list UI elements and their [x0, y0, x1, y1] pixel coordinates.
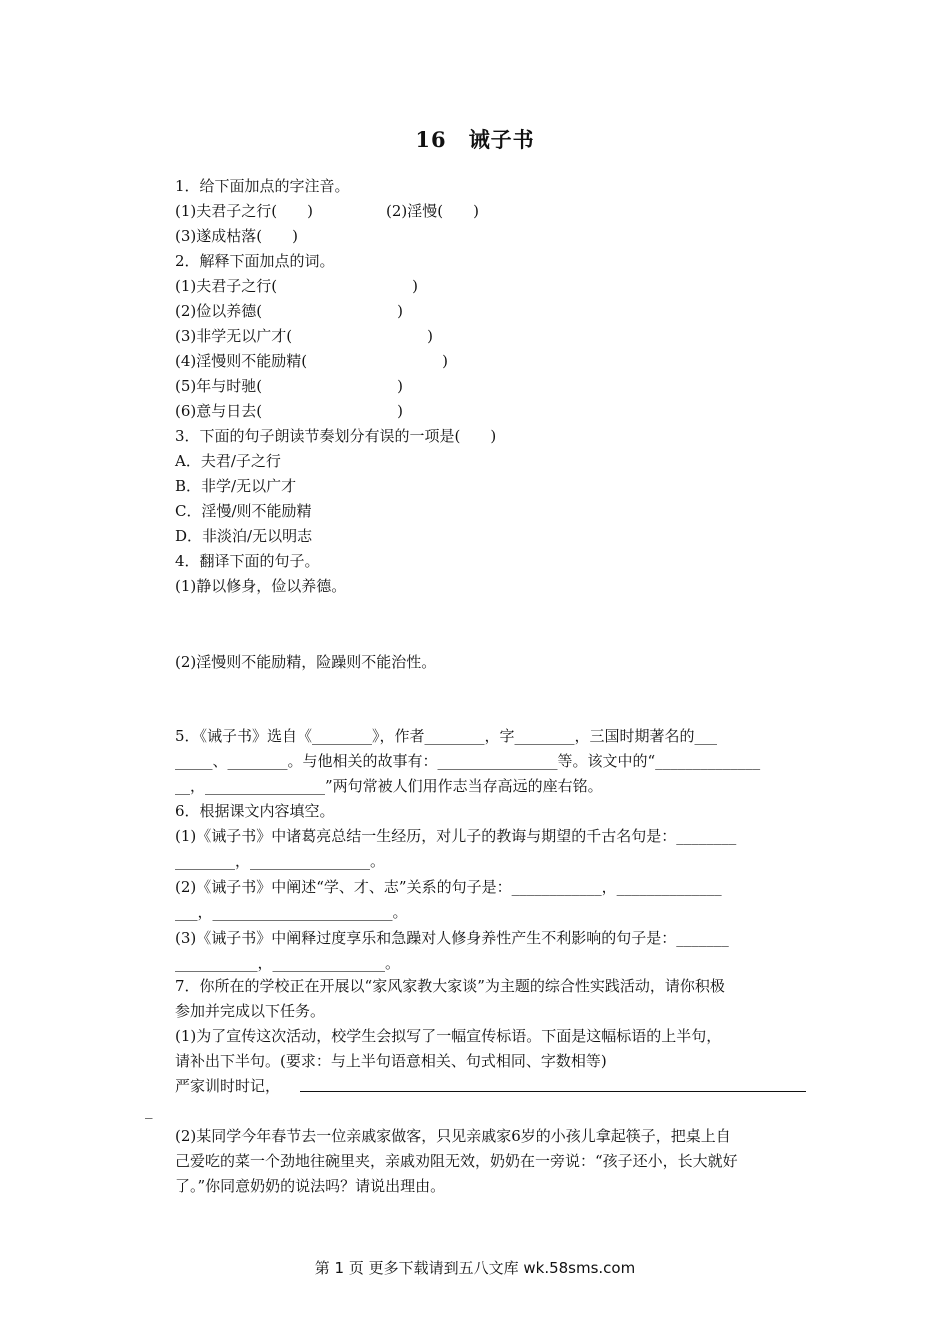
- q6-c-line-1: (3)《诫子书》中阐释过度享乐和急躁对人修身养性产生不利影响的句子是：_______: [175, 929, 729, 947]
- lesson-number: 16: [415, 127, 447, 152]
- q7-part1-prompt: 严家训时时记，: [175, 1077, 281, 1095]
- q7-part2-line-2: 己爱吃的菜一个劲地往碗里夹，亲戚劝阻无效，奶奶在一旁说：“孩子还小，长大就好: [175, 1152, 738, 1170]
- q2-item-1: (1)夫君子之行( ): [175, 277, 418, 295]
- q2-item-2: (2)俭以养德( ): [175, 302, 403, 320]
- q7-answer-line[interactable]: [300, 1090, 806, 1092]
- q2-stem: 2．解释下面加点的词。: [175, 252, 335, 270]
- q7-part1-line-1: (1)为了宣传这次活动，校学生会拟写了一幅宣传标语。下面是这幅标语的上半句，: [175, 1027, 722, 1045]
- q1-item-3: (3)遂成枯落( ): [175, 227, 298, 245]
- q3-option-c: C．淫慢/则不能励精: [175, 502, 312, 520]
- q6-b-line-2: ___，________________________。: [175, 903, 408, 921]
- q1-stem: 1．给下面加点的字注音。: [175, 177, 350, 195]
- q4-sentence-2: (2)淫慢则不能励精，险躁则不能治性。: [175, 653, 437, 671]
- page-footer: 第 1 页 更多下载请到五八文库 wk.58sms.com: [314, 1259, 636, 1277]
- q5-line-3: __，________________”两句常被人们用作志当存高远的座右铭。: [175, 777, 603, 795]
- q5-line-1: 5．《诫子书》选自《________》，作者________，字________，三国时期著名的___: [175, 727, 718, 745]
- q6-a-line-1: (1)《诫子书》中诸葛亮总结一生经历，对儿子的教诲与期望的千古名句是：________: [175, 827, 737, 845]
- q6-c-line-2: ___________，_______________。: [175, 954, 401, 972]
- q7-part2-line-3: 了。”你同意奶奶的说法吗？请说出理由。: [175, 1177, 446, 1195]
- q7-part2-line-1: (2)某同学今年春节去一位亲戚家做客，只见亲戚家6岁的小孩儿拿起筷子，把桌上自: [175, 1127, 731, 1145]
- q3-option-a: A．夫君/子之行: [175, 452, 281, 470]
- q7-stem-line-2: 参加并完成以下任务。: [175, 1002, 326, 1020]
- q5-line-2: _____、________。与他相关的故事有：________________等。该文中的“______________: [175, 752, 761, 770]
- q4-sentence-1: (1)静以修身，俭以养德。: [175, 577, 347, 595]
- q7-part1-line-2: 请补出下半句。(要求：与上半句语意相关、句式相同、字数相等): [175, 1052, 607, 1070]
- q6-b-line-1: (2)《诫子书》中阐述“学、才、志”关系的句子是：____________，______________: [175, 878, 722, 896]
- page-title: [0, 124, 950, 154]
- q2-item-4: (4)淫慢则不能励精( ): [175, 352, 448, 370]
- q3-option-b: B．非学/无以广才: [175, 477, 297, 495]
- q7-answer-line-tail: _: [145, 1101, 153, 1119]
- q2-item-6: (6)意与日去( ): [175, 402, 403, 420]
- q6-stem: 6．根据课文内容填空。: [175, 802, 335, 820]
- q1-item-2: (2)淫慢( ): [386, 202, 479, 220]
- q3-option-d: D．非淡泊/无以明志: [175, 527, 313, 545]
- q4-stem: 4．翻译下面的句子。: [175, 552, 320, 570]
- q2-item-5: (5)年与时驰( ): [175, 377, 403, 395]
- q6-a-line-2: ________，________________。: [175, 852, 386, 870]
- lesson-title: 诫子书: [468, 127, 535, 152]
- q1-item-1: (1)夫君子之行( ): [175, 202, 313, 220]
- q3-stem: 3．下面的句子朗读节奏划分有误的一项是( ): [175, 427, 497, 445]
- q7-stem-line-1: 7．你所在的学校正在开展以“家风家教大家谈”为主题的综合性实践活动，请你积极: [175, 977, 725, 995]
- q2-item-3: (3)非学无以广才( ): [175, 327, 433, 345]
